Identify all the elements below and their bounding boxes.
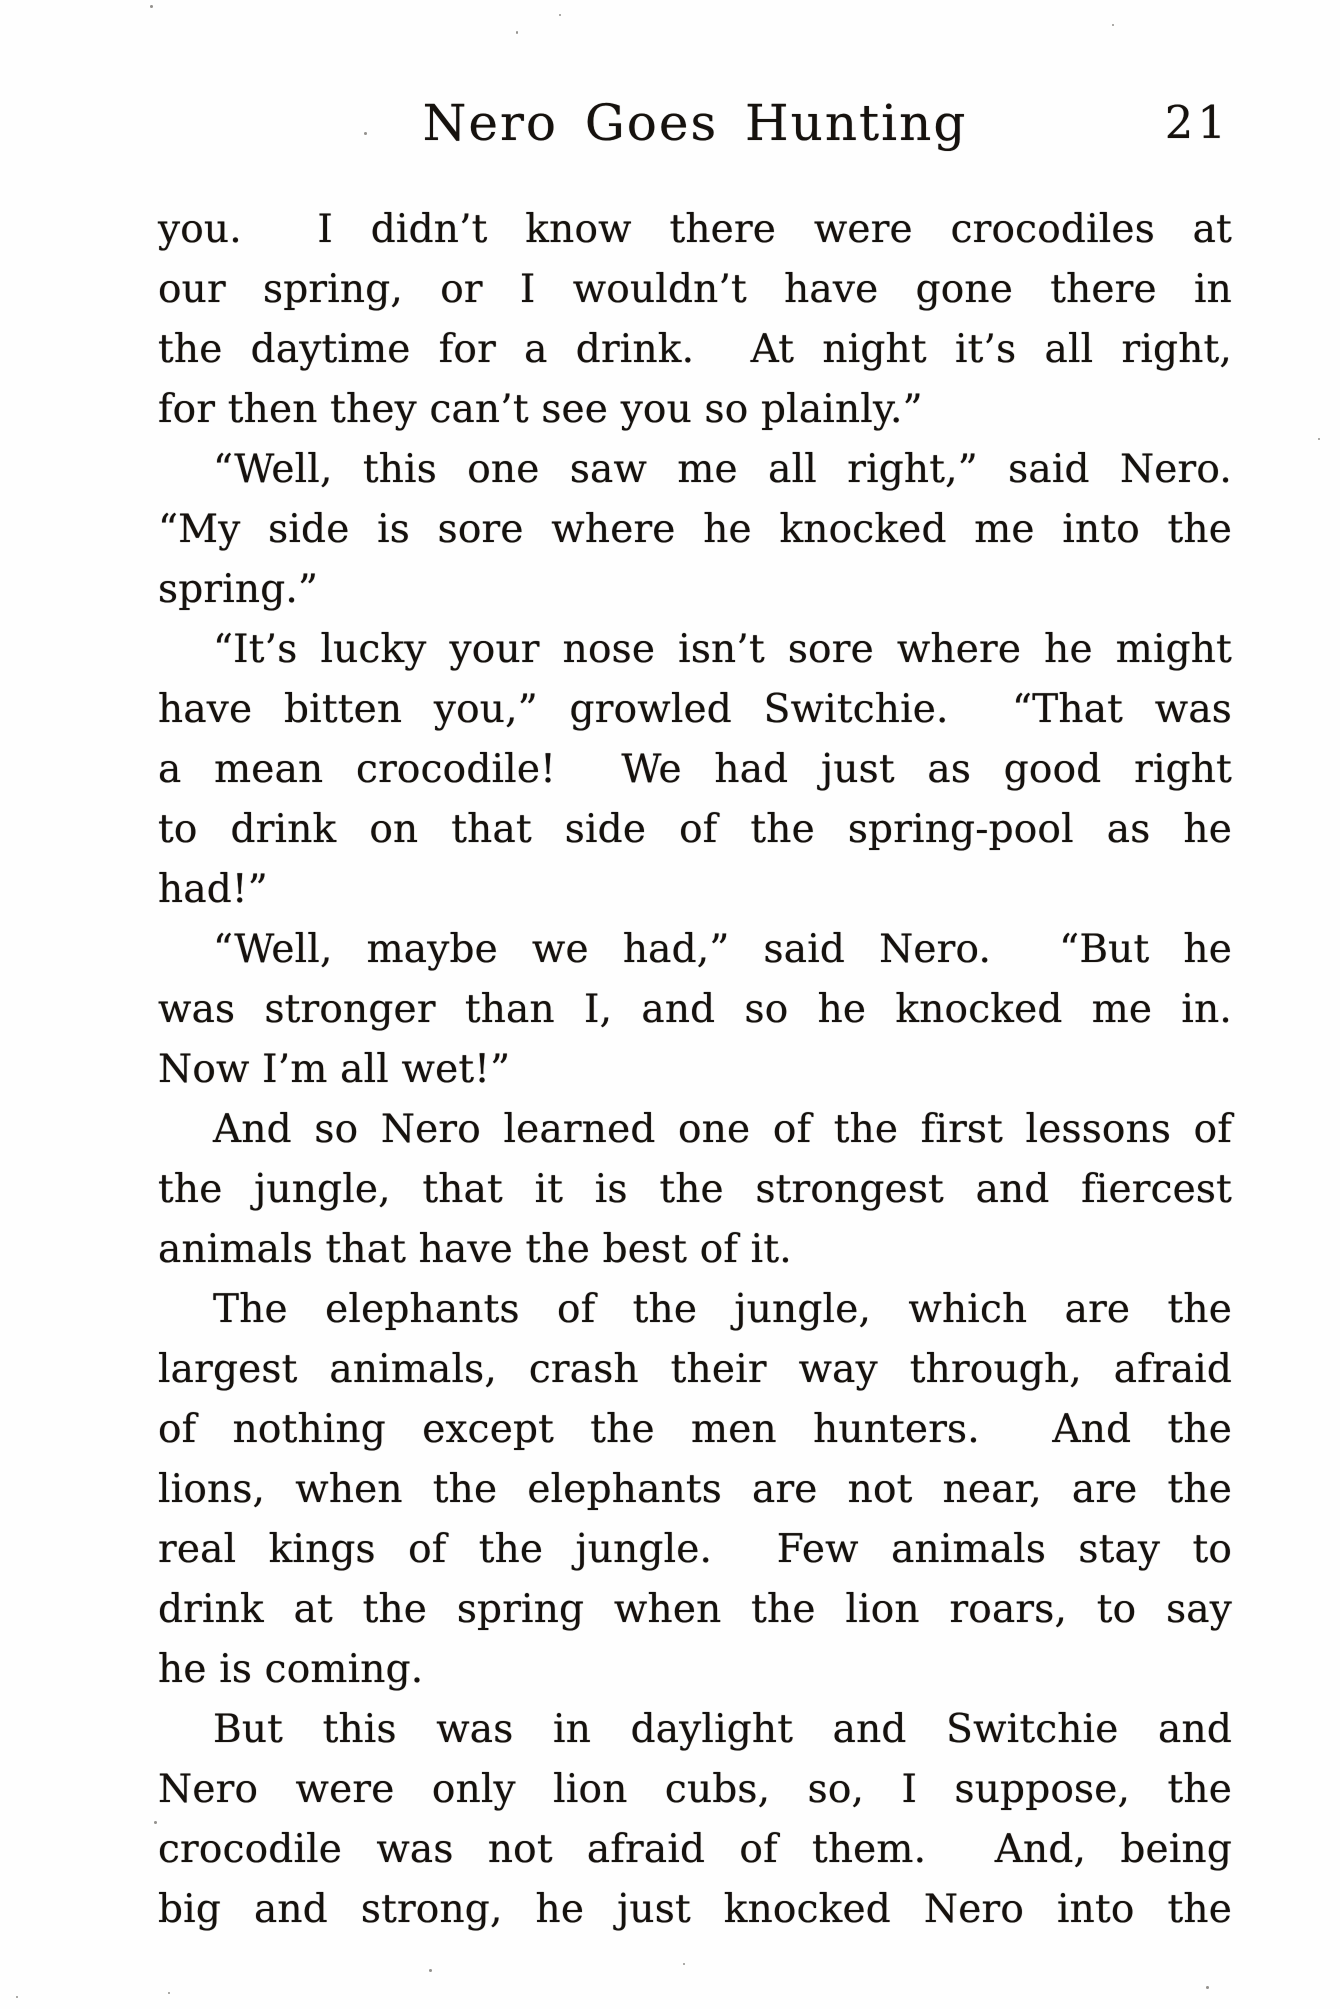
text-line: crocodile was not afraid of them. And, being <box>158 1827 1232 1872</box>
scan-speck <box>364 132 367 135</box>
text-line: “It’s lucky your nose isn’t sore where he might <box>213 627 1232 672</box>
page-text <box>158 200 1232 1940</box>
scan-speck <box>516 31 518 34</box>
text-line: lions, when the elephants are not near, are the <box>158 1467 1232 1512</box>
text-line: a mean crocodile! We had just as good right <box>158 747 1232 792</box>
text-line: “Well, maybe we had,” said Nero. “But he <box>213 927 1232 972</box>
text-line: for then they can’t see you so plainly.” <box>158 387 923 432</box>
page-number: 21 <box>1164 96 1230 149</box>
text-line: The elephants of the jungle, which are the <box>213 1287 1232 1332</box>
scan-speck <box>16 1996 18 1998</box>
text-line: big and strong, he just knocked Nero into the <box>158 1887 1232 1932</box>
scan-speck <box>1206 1986 1209 1989</box>
text-line: largest animals, crash their way through, afraid <box>158 1347 1232 1392</box>
text-line: he is coming. <box>158 1647 424 1692</box>
text-line: “Well, this one saw me all right,” said Nero. <box>213 447 1232 492</box>
scan-speck <box>559 14 561 16</box>
scan-speck <box>429 1969 432 1972</box>
text-line: real kings of the jungle. Few animals stay to <box>158 1527 1232 1572</box>
text-line: our spring, or I wouldn’t have gone there in <box>158 267 1232 312</box>
text-line: animals that have the best of it. <box>158 1227 792 1272</box>
text-line: had!” <box>158 867 268 912</box>
scan-speck <box>168 1992 170 1994</box>
text-line: the daytime for a drink. At night it’s all right, <box>158 327 1232 372</box>
scan-speck <box>150 5 153 8</box>
text-line: have bitten you,” growled Switchie. “That was <box>158 687 1232 732</box>
text-line: the jungle, that it is the strongest and fiercest <box>158 1167 1232 1212</box>
text-line: was stronger than I, and so he knocked me in. <box>158 987 1232 1032</box>
scan-speck <box>1318 438 1320 440</box>
scan-speck <box>1112 24 1114 26</box>
text-line: of nothing except the men hunters. And the <box>158 1407 1232 1452</box>
text-line: you. I didn’t know there were crocodiles at <box>158 207 1232 252</box>
text-line: to drink on that side of the spring-pool as he <box>158 807 1232 852</box>
running-head <box>158 90 1232 156</box>
text-line: Nero were only lion cubs, so, I suppose, the <box>158 1767 1232 1812</box>
text-line: Now I’m all wet!” <box>158 1047 511 1092</box>
text-line: “My side is sore where he knocked me into the <box>158 507 1232 552</box>
text-line: drink at the spring when the lion roars, to say <box>158 1587 1232 1632</box>
text-line: But this was in daylight and Switchie and <box>213 1707 1232 1752</box>
text-line: spring.” <box>158 567 319 612</box>
scan-speck <box>154 1821 157 1824</box>
text-line: And so Nero learned one of the first lessons of <box>213 1107 1232 1152</box>
scan-speck <box>683 1963 685 1965</box>
chapter-title: Nero Goes Hunting <box>422 94 968 152</box>
